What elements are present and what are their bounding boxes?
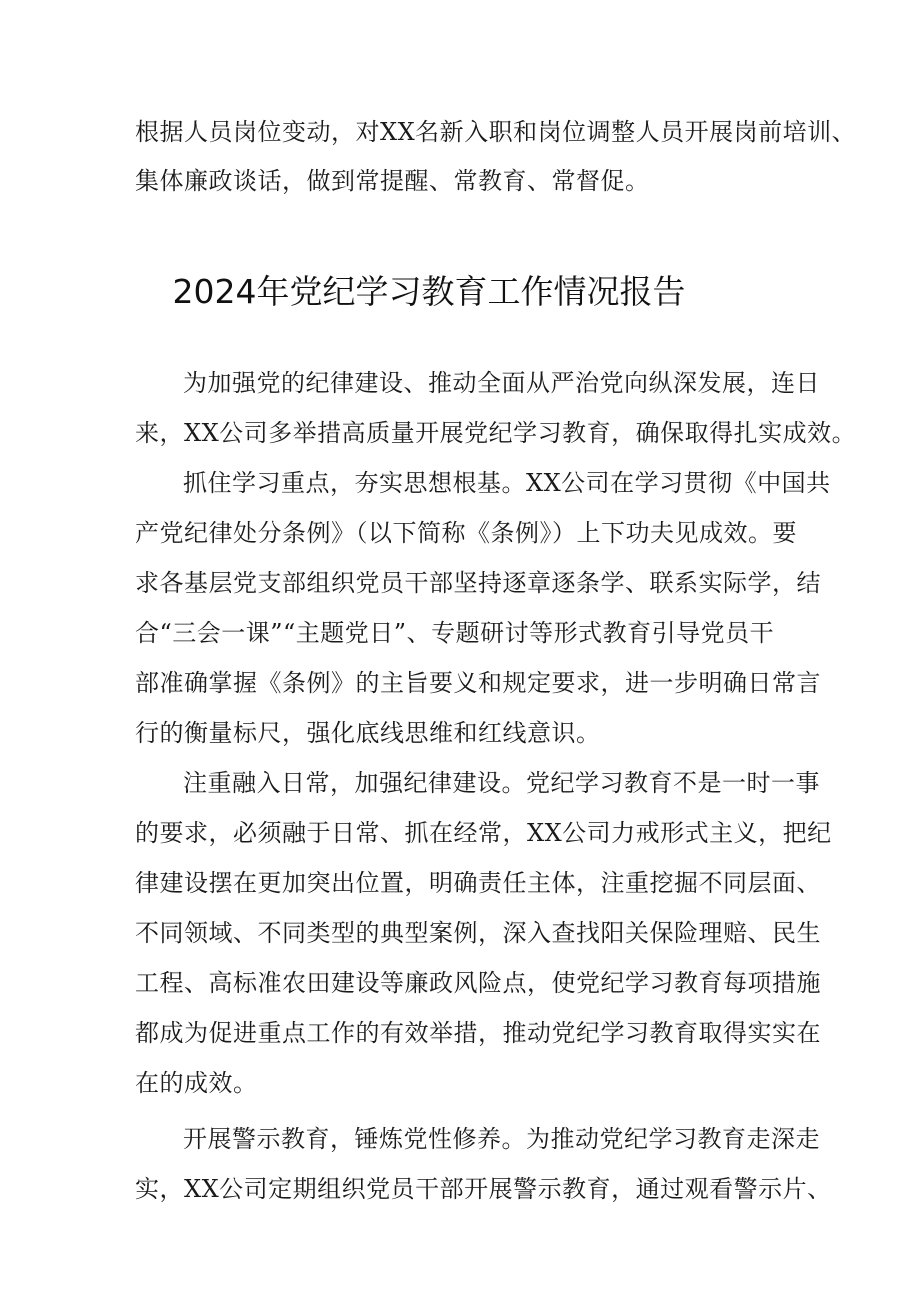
paragraph-4-line-1: 开展警示教育，锤炼党性修养。为推动党纪学习教育走深走 (183, 1125, 820, 1153)
text-line: 集体廉政谈话，做到常提醒、常教育、常督促。 (135, 167, 650, 195)
paragraph-3-line-4: 不同领域、不同类型的典型案例，深入查找阳关保险理赔、民生 (135, 919, 821, 947)
text-line: 根据人员岗位变动，对XX名新入职和岗位调整人员开展岗前培训、 (135, 118, 857, 146)
paragraph-4-line-2: 实，XX公司定期组织党员干部开展警示教育，通过观看警示片、 (135, 1175, 832, 1203)
paragraph-1-line-2: 来，XX公司多举措高质量开展党纪学习教育，确保取得扎实成效。 (135, 419, 857, 447)
paragraph-3-line-2: 的要求，必须融于日常、抓在经常，XX公司力戒形式主义，把纪 (135, 819, 832, 847)
paragraph-2-line-6: 行的衡量标尺，强化底线思维和红线意识。 (135, 719, 601, 747)
document-title: 2024年党纪学习教育工作情况报告 (172, 272, 686, 311)
paragraph-1-line-1: 为加强党的纪律建设、推动全面从严治党向纵深发展，连日 (183, 369, 820, 397)
paragraph-3-line-3: 律建设摆在更加突出位置，明确责任主体，注重挖掘不同层面、 (135, 869, 821, 897)
paragraph-2-line-4: 合“三会一课”“主题党日”、专题研讨等形式教育引导党员干 (135, 619, 775, 647)
paragraph-3-line-6: 都成为促进重点工作的有效举措，推动党纪学习教育取得实实在 (135, 1019, 821, 1047)
paragraph-3-line-7: 在的成效。 (135, 1069, 258, 1097)
paragraph-2-line-2: 产党纪律处分条例》（以下简称《条例》）上下功夫见成效。要 (135, 519, 797, 547)
paragraph-2-line-1: 抓住学习重点，夯实思想根基。XX公司在学习贯彻《中国共 (183, 469, 831, 497)
paragraph-2-line-3: 求各基层党支部组织党员干部坚持逐章逐条学、联系实际学，结 (135, 569, 821, 597)
paragraph-3-line-5: 工程、高标准农田建设等廉政风险点，使党纪学习教育每项措施 (135, 969, 821, 997)
paragraph-3-line-1: 注重融入日常，加强纪律建设。党纪学习教育不是一时一事 (183, 769, 820, 797)
paragraph-2-line-5: 部准确掌握《条例》的主旨要义和规定要求，进一步明确日常言 (135, 669, 821, 697)
